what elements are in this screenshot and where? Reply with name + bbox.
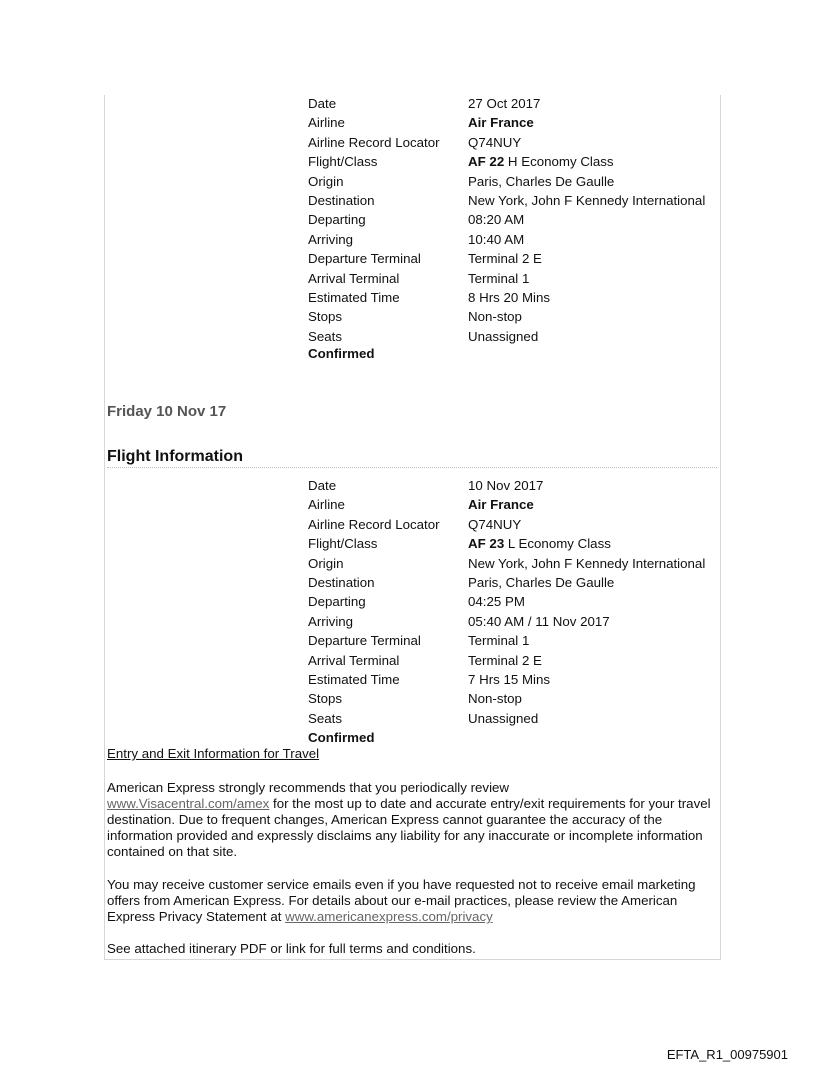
detail-label: Origin [308,173,344,189]
detail-label: Destination [308,575,375,590]
detail-value: New York, John F Kennedy International [468,193,706,208]
flight-2-status: Confirmed [308,730,375,745]
detail-label: Date [308,478,337,493]
detail-value [468,534,611,553]
detail-value: Terminal 2 E [468,251,542,267]
detail-value: Air France [468,497,534,513]
detail-value: Paris, Charles De Gaulle [468,575,615,590]
detail-label: Estimated Time [308,290,400,305]
flight-1-status: Confirmed [308,346,375,361]
terms-paragraph: See attached itinerary PDF or link for full terms and conditions. [107,941,476,956]
detail-value: Unassigned [468,328,539,344]
detail-label: Destination [308,193,375,208]
detail-label: Airline [308,115,345,131]
detail-value: Paris, Charles De Gaulle [468,173,615,189]
detail-label: Airline Record Locator [308,134,440,150]
detail-value: 05:40 AM / 11 Nov 2017 [468,613,610,629]
detail-value: 08:20 AM [468,212,525,228]
detail-value [468,152,614,171]
flight-class: L Economy Class [504,536,611,552]
entry-text-2: for the most up to date and accurate entry/exit requirements for your travel destination. Due to frequent changes, American Express cannot guarantee the accuracy of the information provided and expressly disclaims any liability for any inaccurate or incomplete information contained on that site. [107,796,711,859]
detail-value: 04:25 PM [468,594,525,610]
detail-label: Arrival Terminal [308,270,400,286]
detail-value: Non-stop [468,309,522,325]
detail-value: New York, John F Kennedy International [468,555,706,571]
detail-value: Non-stop [468,691,522,707]
flight-class: H Economy Class [504,154,614,170]
entry-text-1: American Express strongly recommends that you periodically review [107,780,510,795]
detail-label: Seats [308,328,343,344]
entry-exit-title: Entry and Exit Information for Travel [107,746,320,761]
detail-label: Arriving [308,613,354,629]
detail-label: Airline [308,497,345,513]
detail-label: Departing [308,212,366,228]
detail-label: Stops [308,691,343,707]
visacentral-link[interactable]: www.Visacentral.com/amex [107,796,270,811]
detail-label: Stops [308,309,343,325]
detail-value: Terminal 2 E [468,652,542,668]
detail-label: Arrival Terminal [308,652,400,668]
detail-value: 10 Nov 2017 [468,478,544,493]
detail-value: Q74NUY [468,134,522,150]
detail-value: Terminal 1 [468,633,530,649]
privacy-link[interactable]: www.americanexpress.com/privacy [285,909,493,924]
detail-value: Air France [468,115,534,131]
detail-label: Departure Terminal [308,633,421,649]
detail-label: Flight/Class [308,154,378,170]
flight-number: AF 22 [468,154,505,170]
detail-value: Terminal 1 [468,270,530,286]
detail-value: Q74NUY [468,516,522,532]
detail-label: Origin [308,555,344,571]
flight-number: AF 23 [468,536,505,552]
detail-label: Seats [308,710,343,726]
detail-label: Flight/Class [308,536,378,552]
detail-label: Airline Record Locator [308,516,440,532]
detail-value: Unassigned [468,710,539,726]
detail-value: 8 Hrs 20 Mins [468,290,551,305]
detail-label: Date [308,96,337,111]
day-heading: Friday 10 Nov 17 [107,403,227,420]
detail-label: Departure Terminal [308,251,421,267]
detail-label: Departing [308,594,366,610]
detail-value: 27 Oct 2017 [468,96,541,111]
detail-value: 10:40 AM [468,231,525,247]
detail-value: 7 Hrs 15 Mins [468,672,551,687]
entry-paragraph [107,780,717,860]
section-title: Flight Information [107,448,717,468]
detail-label: Arriving [308,231,354,247]
document-id: EFTA_R1_00975901 [666,1047,788,1062]
privacy-paragraph [107,877,717,925]
privacy-text: You may receive customer service emails even if you have requested not to receive email marketing offers from American Express. For details about our e-mail practices, please review the American Express Privacy Statement at [107,877,696,924]
detail-label: Estimated Time [308,672,400,687]
